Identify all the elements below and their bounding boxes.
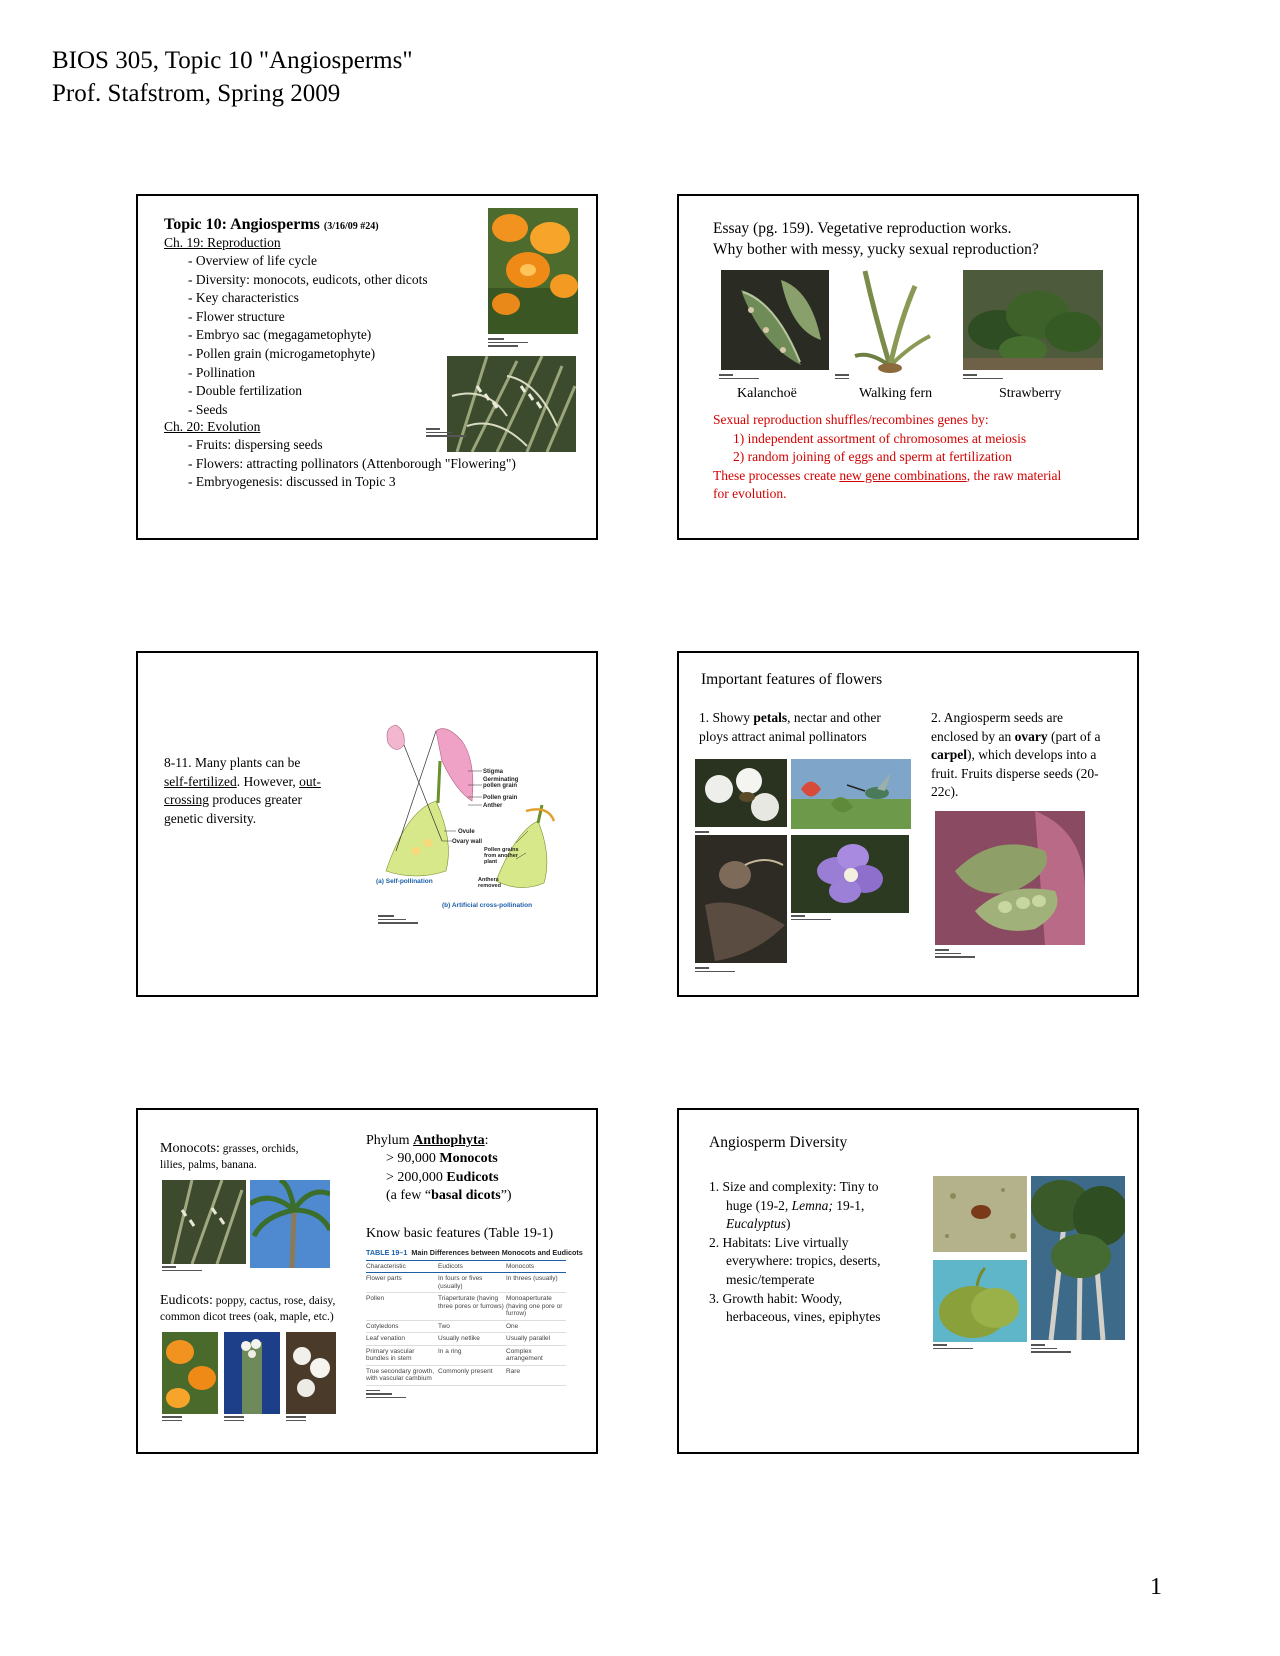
figure-credit <box>791 915 831 925</box>
duckweed-photo <box>933 1260 1027 1342</box>
figure-credit <box>1031 1344 1071 1354</box>
list-item: - Pollination <box>188 364 256 380</box>
hummingbird-photo <box>791 759 911 829</box>
poppy-photo <box>488 208 578 334</box>
diagram-label-ovule: Ovule <box>458 829 475 835</box>
slide2-line1: Essay (pg. 159). Vegetative reproduction works. <box>713 220 1012 237</box>
caption-strawberry: Strawberry <box>999 386 1062 401</box>
slide2-line2: Why bother with messy, yucky sexual reproduction? <box>713 241 1039 258</box>
list-item: - Embryogenesis: discussed in Topic 3 <box>188 474 396 490</box>
page-header <box>52 44 413 110</box>
petals-text: 1. Showy petals, nectar and other ploys attract animal pollinators <box>699 710 881 744</box>
monocot-eudicot-table <box>366 1248 583 1400</box>
hepatica-photo <box>791 835 909 913</box>
monocots-text: Monocots: grasses, orchids, lilies, palms, banana. <box>160 1141 299 1171</box>
kalanchoe-photo <box>721 270 829 370</box>
slide-monocots-eudicots <box>136 1108 598 1454</box>
figure-credit <box>162 1416 182 1426</box>
diagram-label-self-pollination: (a) Self-pollination <box>376 878 433 885</box>
pea-pod-photo <box>935 811 1085 945</box>
diagram-label-from-another: from another <box>484 853 518 859</box>
table-row: True secondary growth, with vascular cambium Commonly present Rare <box>366 1366 566 1386</box>
slide6-title: Angiosperm Diversity <box>709 1134 848 1151</box>
list-item: - Double fertilization <box>188 383 302 399</box>
figure-credit <box>488 338 528 348</box>
phylum-text: Phylum Anthophyta: > 90,000 Monocots > 200,000 Eudicots (a few “basal dicots”) <box>366 1133 512 1204</box>
walking-fern-photo <box>845 266 935 374</box>
table-row: Cotyledons Two One <box>366 1321 566 1334</box>
list-item: - Seeds <box>188 401 228 417</box>
diagram-label-anthers: Anthers <box>478 877 499 883</box>
table-header-row: Characteristic Eudicots Monocots <box>366 1260 566 1273</box>
diagram-label-germinating-pollen: pollen grain <box>483 783 518 789</box>
sexual-reproduction-note: Sexual reproduction shuffles/recombines genes by: 1) independent assortment of chromosomes at meiosis 2) random joining of eggs and sperm at fertilization These processes create new gene combinations, the raw material for evolution. <box>713 412 1062 501</box>
lemna-photo <box>933 1176 1027 1252</box>
grass-photo <box>162 1180 246 1264</box>
ch20-heading: Ch. 20: Evolution <box>164 419 261 434</box>
caption-walking-fern: Walking fern <box>859 386 933 401</box>
figure-credit <box>935 949 975 959</box>
caption-kalanchoe: Kalanchoë <box>737 386 797 401</box>
white-flower-photo <box>286 1332 336 1414</box>
grass-photo <box>447 356 576 452</box>
list-item: - Pollen grain (microgametophyte) <box>188 345 376 361</box>
diagram-label-germinating: Germinating <box>483 777 519 783</box>
figure-credit <box>286 1416 306 1426</box>
ch19-list <box>188 252 428 419</box>
slide-flower-features <box>677 651 1139 997</box>
slide-topic-overview <box>136 194 598 540</box>
pollination-diagram <box>376 721 576 911</box>
table-row: Flower parts In fours or fives (usually) In threes (usually) <box>366 1273 566 1293</box>
diagram-label-pollen-grains: Pollen grains <box>484 847 519 853</box>
figure-credit <box>695 967 735 977</box>
figure-credit <box>162 1266 202 1276</box>
ovary-text: 2. Angiosperm seeds are enclosed by an ovary (part of a carpel), which develops into a fruit. Fruits disperse seeds (20- 22c). <box>931 710 1101 800</box>
list-item: - Overview of life cycle <box>188 253 317 268</box>
list-item: - Flower structure <box>188 308 285 324</box>
list-item: - Key characteristics <box>188 290 299 306</box>
diagram-label-removed: removed <box>478 883 501 889</box>
palm-tree-photo <box>250 1180 330 1268</box>
bat-photo <box>695 835 787 963</box>
table-row: Primary vascular bundles in stem In a ring Complex arrangement <box>366 1346 566 1366</box>
diagram-label-stigma: Stigma <box>483 769 504 775</box>
slide-vegetative-reproduction <box>677 194 1139 540</box>
slide-angiosperm-diversity <box>677 1108 1139 1454</box>
course-title: BIOS 305, Topic 10 "Angiosperms" <box>52 47 413 74</box>
diagram-label-ovary-wall: Ovary wall <box>452 839 483 845</box>
eudicots-text: Eudicots: poppy, cactus, rose, daisy, common dicot trees (oak, maple, etc.) <box>160 1293 336 1323</box>
eucalyptus-photo <box>1031 1176 1125 1340</box>
slide4-title: Important features of flowers <box>701 671 883 688</box>
table-row: Leaf venation Usually netlike Usually parallel <box>366 1333 566 1346</box>
bee-flower-photo <box>695 759 787 827</box>
ch19-heading: Ch. 19: Reproduction <box>164 235 281 250</box>
figure-credit <box>426 428 466 438</box>
figure-credit <box>224 1416 244 1426</box>
table-row: Pollen Triaperturate (having three pores or furrows) Monoaperturate (having one pore or furrow) <box>366 1293 566 1321</box>
diagram-label-anther: Anther <box>483 803 503 809</box>
figure-credit <box>835 374 849 384</box>
diagram-label-cross-pollination: (b) Artificial cross-pollination <box>442 902 533 909</box>
strawberry-photo <box>963 270 1103 370</box>
list-item: - Fruits: dispersing seeds <box>188 437 323 452</box>
figure-credit <box>963 374 1003 384</box>
poppy-photo <box>162 1332 218 1414</box>
diagram-label-pollen-grain: Pollen grain <box>483 795 518 801</box>
diversity-list: 1. Size and complexity: Tiny to huge (19-2, Lemna; 19-1, Eucalyptus) 2. Habitats: Live virtually everywhere: tropics, deserts, mesic/temperate 3. Growth habit: Woody, herbaceous, vines, epiphytes <box>709 1179 881 1325</box>
figure-credit <box>378 915 418 925</box>
list-item: - Diversity: monocots, eudicots, other dicots <box>188 271 428 287</box>
slide1-title: Topic 10: Angiosperms (3/16/09 #24) <box>164 216 379 233</box>
table-reference: Know basic features (Table 19-1) <box>366 1226 554 1241</box>
figure-credit <box>719 374 759 384</box>
figure-credit <box>933 1344 973 1354</box>
figure-credit <box>366 1390 406 1400</box>
instructor-line: Prof. Stafstrom, Spring 2009 <box>52 80 341 107</box>
page-number: 1 <box>1150 1574 1162 1600</box>
slide-pollination <box>136 651 598 997</box>
table-title: TABLE 19–1 Main Differences between Monocots and Eudicots <box>366 1248 583 1257</box>
cactus-photo <box>224 1332 280 1414</box>
diagram-label-plant: plant <box>484 859 498 865</box>
list-item: - Embryo sac (megagametophyte) <box>188 327 372 343</box>
list-item: - Flowers: attracting pollinators (Attenborough "Flowering") <box>188 455 516 471</box>
self-fertilization-text: 8-11. Many plants can be self-fertilized. However, out- crossing produces greater genetic diversity. <box>164 755 321 826</box>
